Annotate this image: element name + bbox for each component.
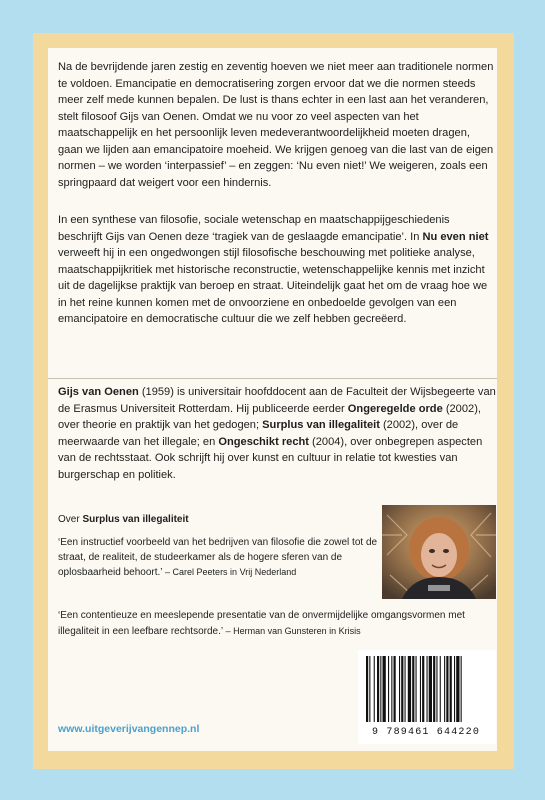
barcode-bar xyxy=(408,656,411,722)
barcode-bar xyxy=(388,656,389,722)
barcode-bar xyxy=(456,656,459,722)
reviews-heading: Over Surplus van illegaliteit xyxy=(58,514,189,525)
barcode-bar xyxy=(440,656,441,722)
barcode-bar xyxy=(429,656,432,722)
barcode-bar xyxy=(420,656,421,722)
review-quote-2: ‘Een contentieuze en meeslepende presentatie van de onvermijdelijke omgangsvormen met illegaliteit in een leefbare rechtsorde.’ – Herman van Gunsteren in Krisis xyxy=(58,610,465,637)
barcode-bar xyxy=(377,656,379,722)
blurb-paragraph-2: In een synthese van filosofie, sociale wetenschap en maatschappijgeschiedenis beschrijft Gijs van Oenen deze ‘tragiek van de geslaagde emancipatie’. In Nu even niet verweeft hij in een ongedwongen stijl filosofische beschouwing met politieke analyse, maatschappijkritiek met historische reconstructie, wetenschappelijke kennis met inzicht uit de dagelijkse praktijk van beroep en straat. Uiteindelijk gaat het om de vraag hoe we in het reine kunnen komen met de onvoorziene en onbedoelde gevolgen van een emancipatoire en democratische cultuur die we zelf hebben gecreëerd. xyxy=(58,214,489,325)
barcode-bar xyxy=(366,656,368,722)
section-divider xyxy=(48,378,497,379)
author-bio: Gijs van Oenen (1959) is universitair hoofddocent aan de Faculteit der Wijsbegeerte van de Erasmus Universiteit Rotterdam. Hij publiceerde eerder Ongeregelde orde (2002), over theorie en praktijk van het gedogen; Surplus van illegaliteit (2002), over de meerwaarde van het illegale; en Ongeschikt recht (2004), over onbegrepen aspecten van de rechtsstaat. Ook schrijft hij over kunst en cultuur in relatie tot kwesties van burgerschap en politiek. xyxy=(58,386,496,481)
barcode-bar xyxy=(412,656,414,722)
author-photo xyxy=(382,505,496,599)
barcode-bar xyxy=(433,656,435,722)
barcode-bar xyxy=(444,656,445,722)
barcode-bar xyxy=(461,656,462,722)
barcode-bar xyxy=(454,656,455,722)
barcode-bar xyxy=(427,656,428,722)
author-name: Gijs van Oenen xyxy=(58,386,139,398)
barcode-bar xyxy=(450,656,452,722)
barcode-bar xyxy=(401,656,403,722)
publisher-url[interactable]: www.uitgeverijvangennep.nl xyxy=(58,723,200,735)
barcode-bar xyxy=(399,656,400,722)
barcode-bar xyxy=(405,656,406,722)
blurb-paragraph-1: Na de bevrijdende jaren zestig en zeventig hoeven we niet meer aan traditionele normen te voldoen. Emancipatie en democratisering zorgen ervoor dat we die normen steeds meer zelf mede kunnen bepalen. De lust is thans echter in een last aan het veranderen, stelt filosoof Gijs van Oenen. Omdat we nu voor zo veel aspecten van het maatschappelijk en het persoonlijk leven medeverantwoordelijkheid moeten dragen, gaan we lijden aan emancipatoire moeheid. We krijgen genoeg van die last van de eigen normen – we worden ‘interpassief’ – en zeggen: ‘Nu even niet!’ We weigeren, zoals een springpaard dat weigert voor een hindernis. xyxy=(58,61,494,189)
barcode-bar xyxy=(446,656,448,722)
barcode-bar xyxy=(391,656,392,722)
barcode-bar xyxy=(436,656,437,722)
barcode-bar xyxy=(416,656,417,722)
barcode-bar xyxy=(380,656,381,722)
book-title: Nu even niet xyxy=(422,230,489,243)
barcode-bar xyxy=(374,656,375,722)
barcode-bar xyxy=(383,656,386,722)
barcode-bar xyxy=(369,656,370,722)
isbn-number: 9 789461 644220 xyxy=(372,727,481,738)
barcode-bar xyxy=(394,656,396,722)
review-quote-1: ‘Een instructief voorbeeld van het bedrijven van filosofie die zowel tot de straat, de realiteit, de studeerkamer als de hogere sferen van de oplosbaarheid behoort.’ – Carel Peeters in Vrij Nederland xyxy=(58,537,378,578)
barcode-bar xyxy=(422,656,424,722)
